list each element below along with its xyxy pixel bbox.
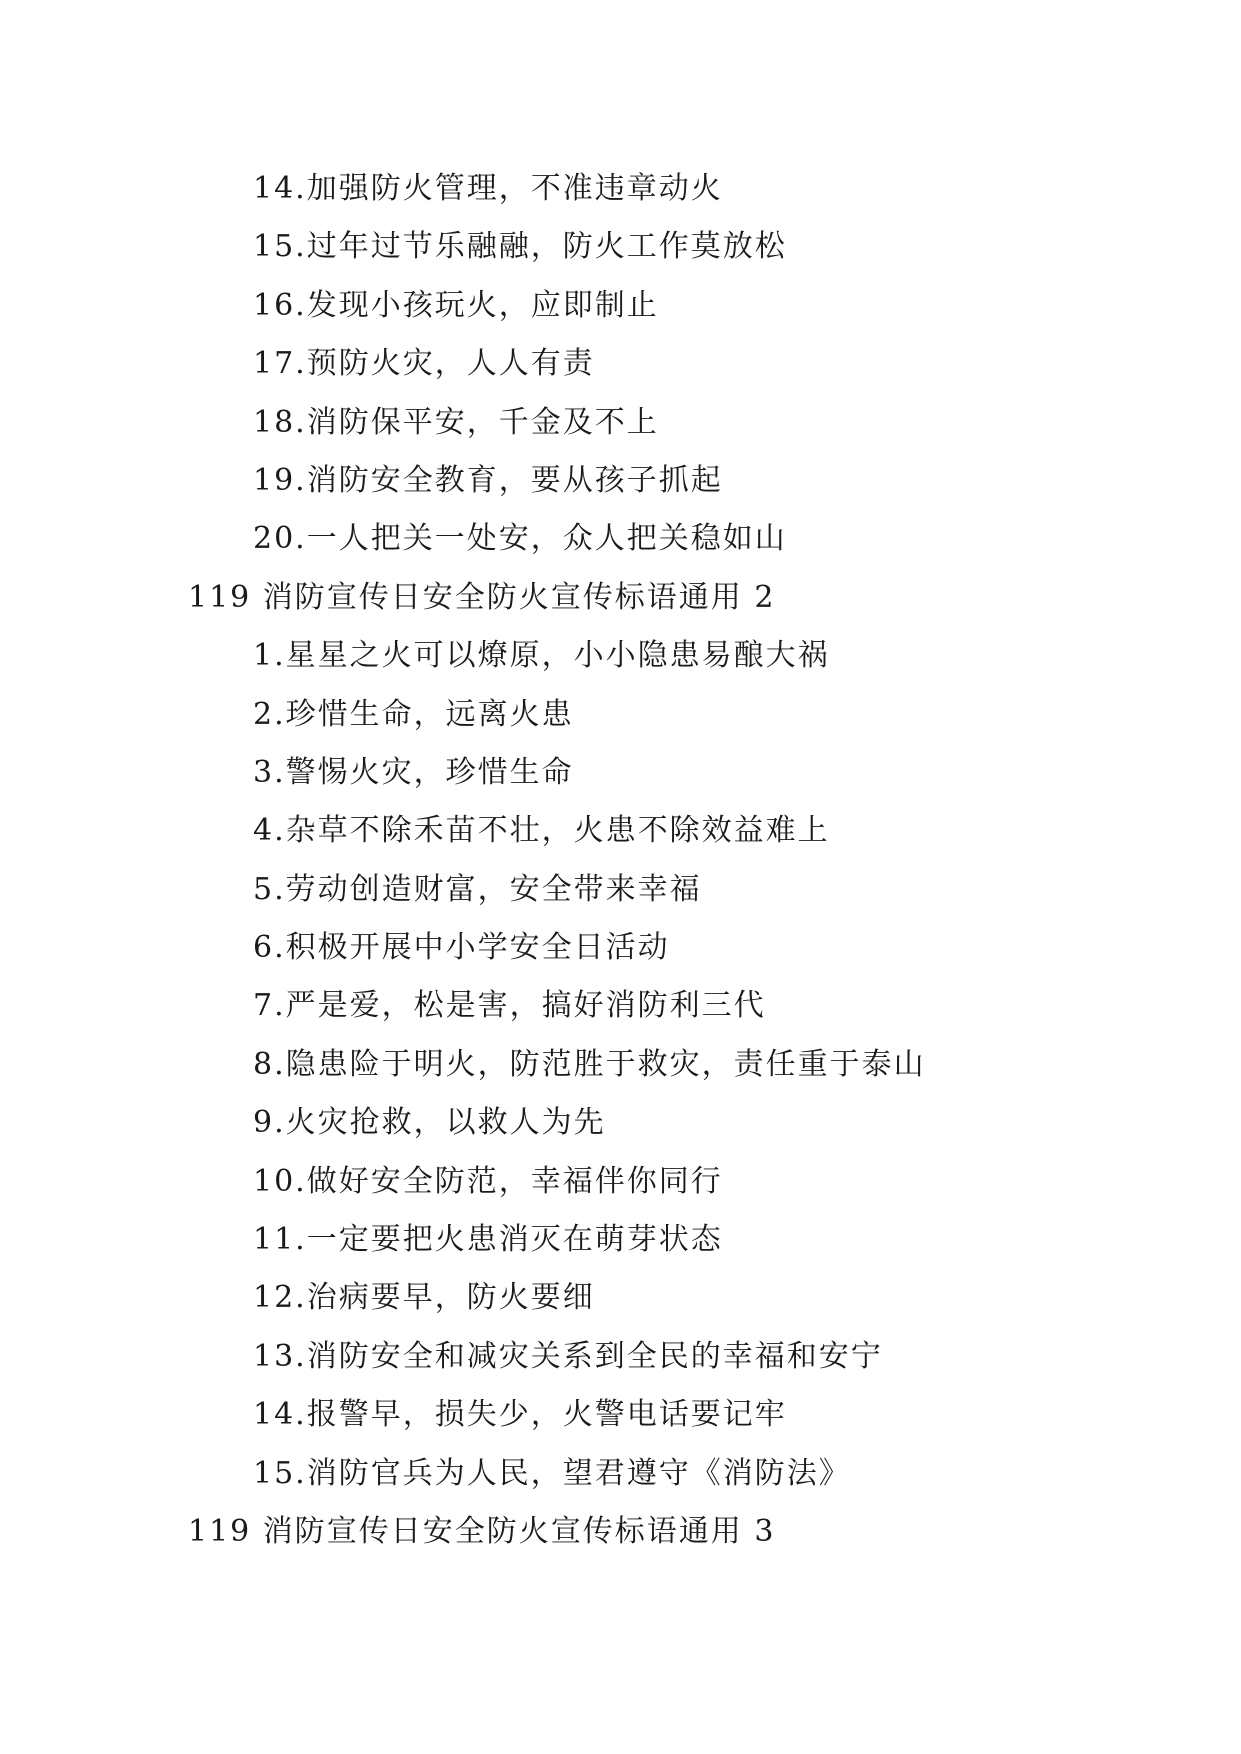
section-heading-2: 119 消防宣传日安全防火宣传标语通用 2 — [188, 579, 776, 615]
list-item: 17.预防火灾，人人有责 — [253, 346, 595, 382]
list-item: 13.消防安全和减灾关系到全民的幸福和安宁 — [253, 1338, 883, 1374]
list-item: 20.一人把关一处安，众人把关稳如山 — [253, 521, 787, 557]
list-item: 5.劳动创造财富，安全带来幸福 — [253, 871, 702, 907]
document-body — [0, 160, 1241, 1561]
list-item: 2.珍惜生命，远离火患 — [253, 696, 574, 732]
list-item: 19.消防安全教育，要从孩子抓起 — [253, 462, 723, 498]
list-item: 7.严是爱，松是害，搞好消防利三代 — [253, 988, 766, 1024]
list-item: 8.隐患险于明火，防范胜于救灾，责任重于泰山 — [253, 1046, 926, 1082]
list-item: 6.积极开展中小学安全日活动 — [253, 930, 670, 966]
list-item: 14.报警早，损失少，火警电话要记牢 — [253, 1397, 787, 1433]
section-heading-3: 119 消防宣传日安全防火宣传标语通用 3 — [188, 1513, 776, 1549]
list-item: 15.过年过节乐融融，防火工作莫放松 — [253, 229, 787, 265]
list-item: 3.警惕火灾，珍惜生命 — [253, 754, 574, 790]
list-item: 10.做好安全防范，幸福伴你同行 — [253, 1163, 723, 1199]
list-item: 18.消防保平安，千金及不上 — [253, 404, 659, 440]
list-item: 11.一定要把火患消灭在萌芽状态 — [253, 1222, 723, 1258]
list-item: 14.加强防火管理，不准违章动火 — [253, 171, 723, 206]
list-item: 4.杂草不除禾苗不壮，火患不除效益难上 — [253, 813, 830, 849]
list-item: 16.发现小孩玩火，应即制止 — [253, 287, 659, 323]
list-item: 9.火灾抢救，以救人为先 — [253, 1105, 606, 1141]
list-item: 15.消防官兵为人民，望君遵守《消防法》 — [253, 1455, 851, 1491]
list-item: 12.治病要早，防火要细 — [253, 1280, 595, 1316]
list-item: 1.星星之火可以燎原，小小隐患易酿大祸 — [253, 638, 830, 674]
